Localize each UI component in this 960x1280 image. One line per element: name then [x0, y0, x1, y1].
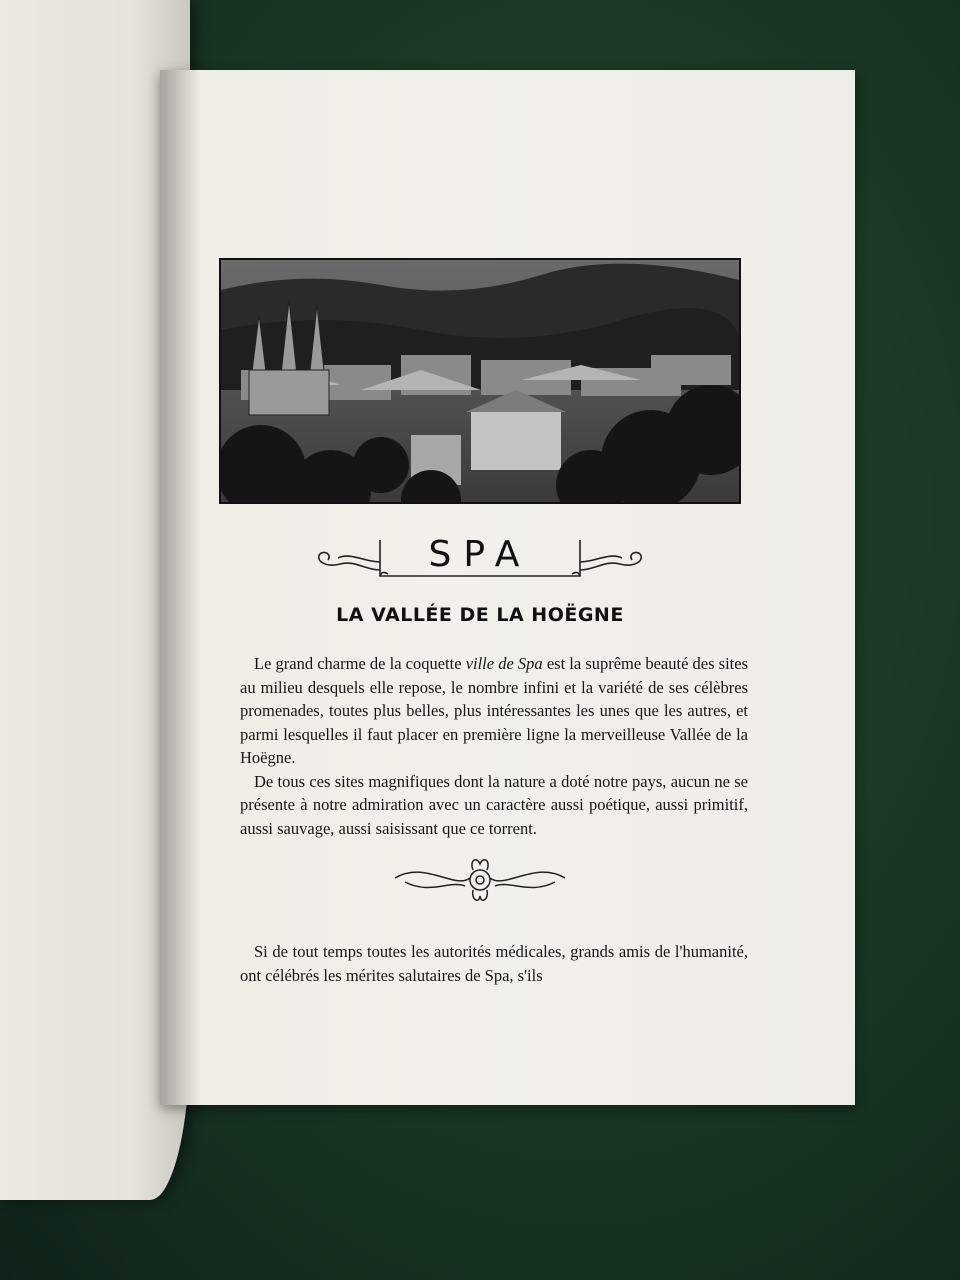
- paragraph-1: [240, 652, 748, 840]
- paragraph-1-lead: Le grand charme de la coquette: [254, 654, 466, 673]
- paragraph-1-rest: est la suprême beauté des sites au milieu desquels elle repose, le nombre infini et la variété de ses célèbres promenades, toutes plus belles, plus intéressantes les unes que les autres, et parmi lesquelles il faut placer en première ligne la merveilleuse Vallée de la Hoëgne.: [240, 654, 748, 767]
- town-photograph: [219, 258, 741, 504]
- page-gutter-shadow: [160, 70, 200, 1105]
- paragraph-2-text: Si de tout temps toutes les autorités médicales, grands amis de l'humanité, ont célébrés les mérites salutaires de Spa, s'ils: [240, 942, 748, 985]
- floral-flourish-ornament: [385, 850, 575, 910]
- section-subtitle: LA VALLÉE DE LA HOËGNE: [336, 604, 624, 626]
- paragraph-1-italic: ville de Spa: [465, 654, 543, 673]
- page-title: SPA: [428, 534, 532, 575]
- paragraph-1-continuation: De tous ces sites magnifiques dont la nature a doté notre pays, aucun ne se présente à notre admiration avec un caractère aussi poétique, aussi primitif, aussi sauvage, aussi saisissant que ce torrent.: [240, 771, 748, 838]
- paragraph-2: [240, 940, 748, 987]
